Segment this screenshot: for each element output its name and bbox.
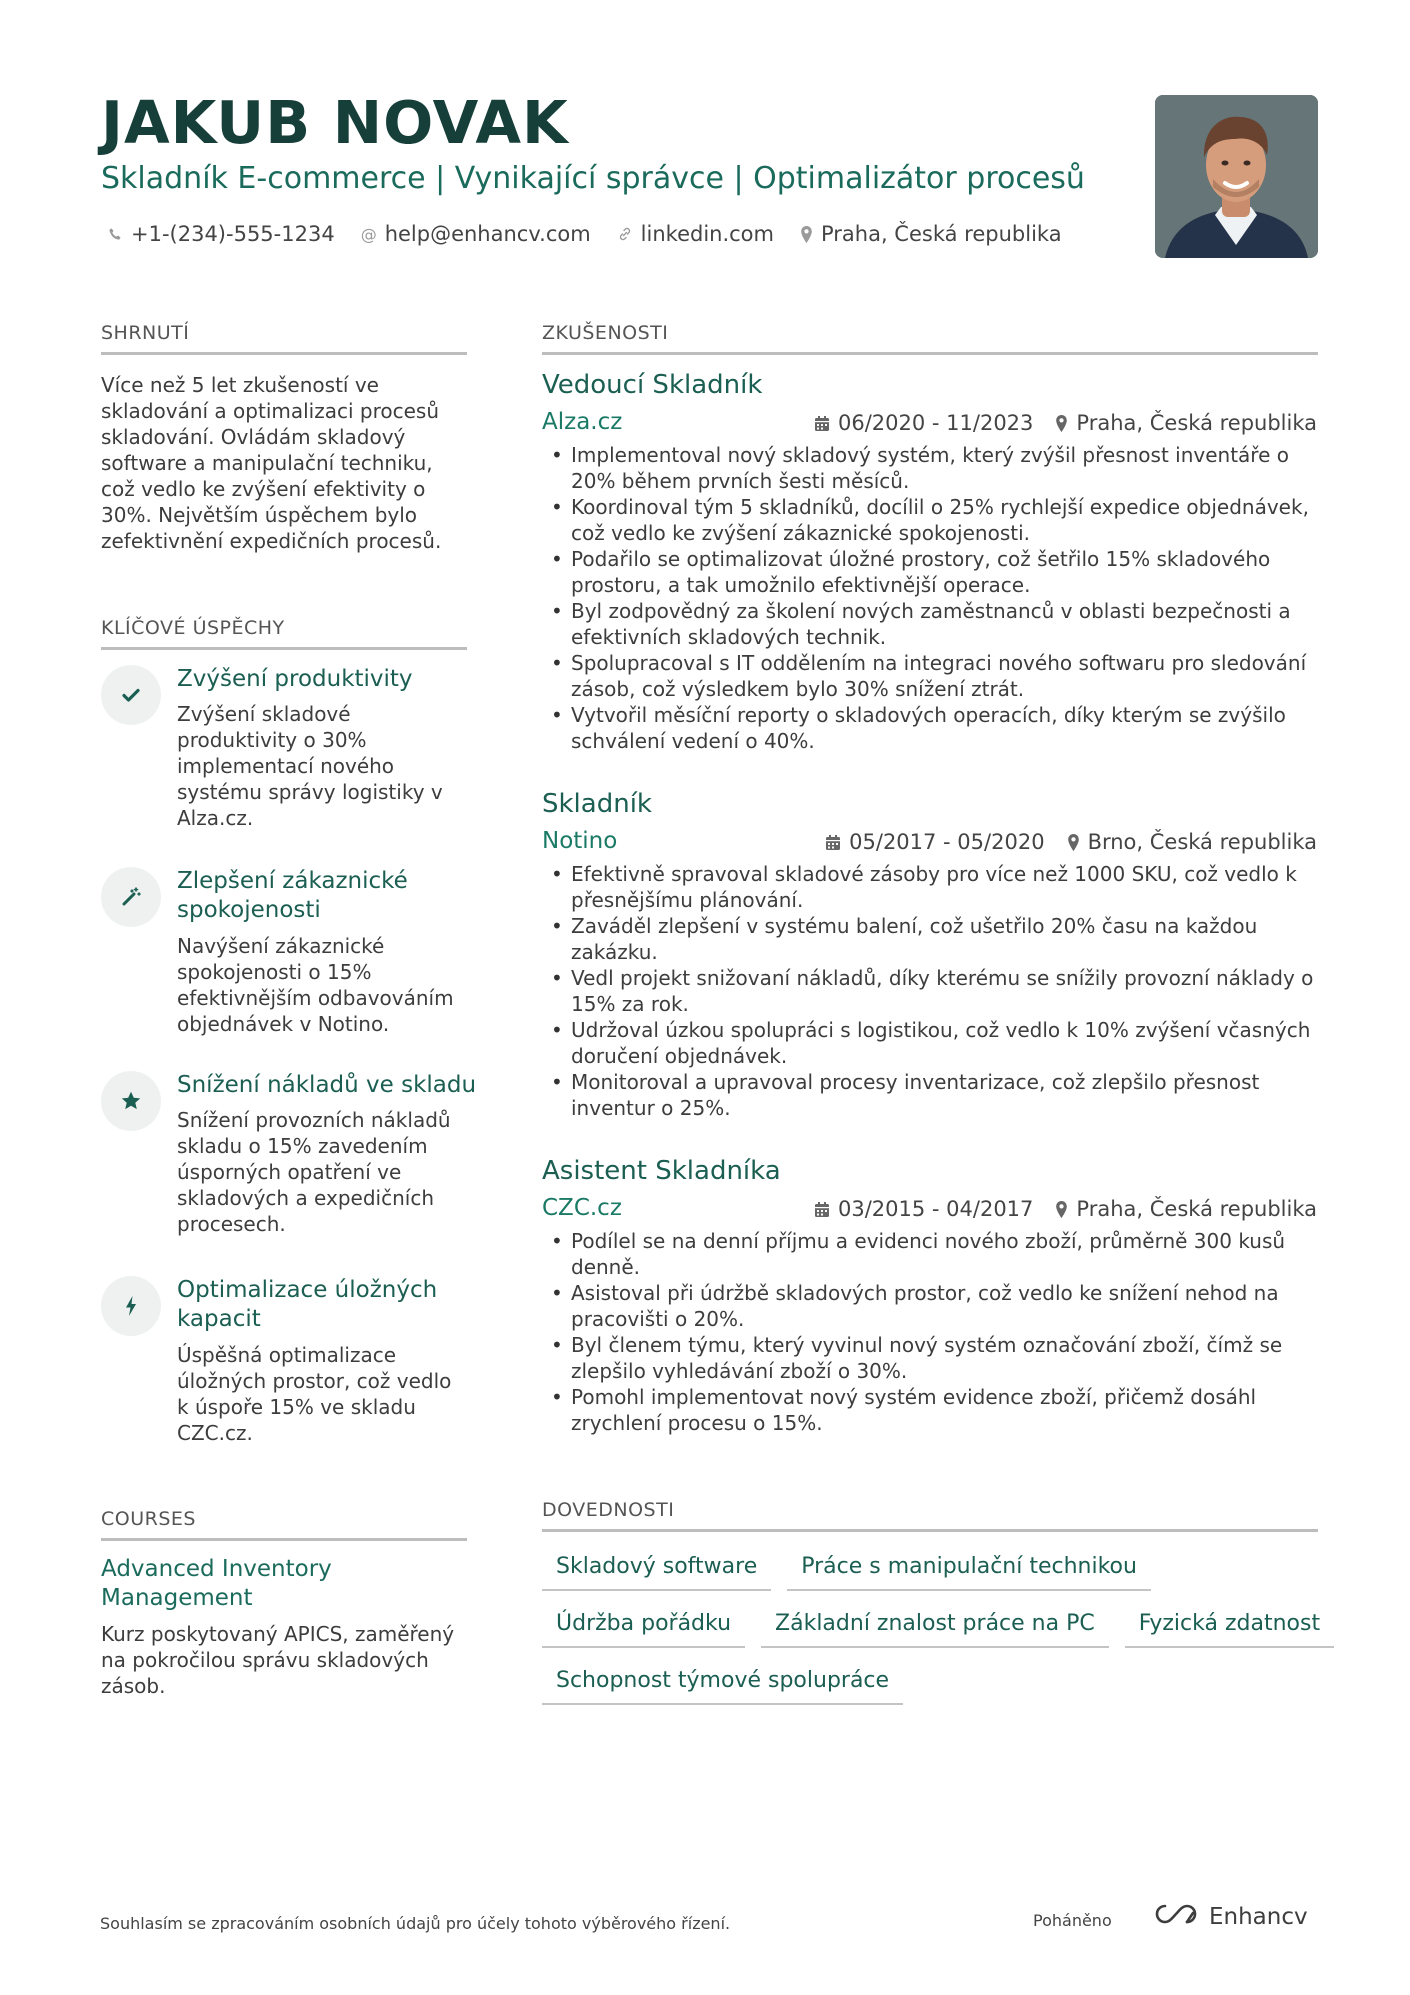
job-bullets [549, 442, 1319, 754]
job-location-text: Praha, Česká republika [1076, 411, 1317, 435]
job-dates [825, 830, 1044, 854]
list-item: • Monitoroval a upravoval procesy inventarizace, což zlepšilo přesnost inventur o 25%. [549, 1069, 1319, 1121]
powered-by-label: Poháněno [1033, 1911, 1112, 1930]
star-icon [101, 1071, 161, 1131]
consent-text: Souhlasím se zpracováním osobních údajů pro účely tohoto výběrového řízení. [100, 1914, 731, 1933]
job-location-text: Praha, Česká republika [1076, 1197, 1317, 1221]
contact-list [108, 222, 1062, 246]
job-company: Notino [542, 828, 618, 854]
list-item: • Efektivně spravoval skladové zásoby pro více než 1000 SKU, což vedlo k přesnějšímu plánování. [549, 861, 1319, 913]
skill-tag: Základní znalost práce na PC [761, 1605, 1109, 1648]
candidate-headline: Skladník E-commerce | Vynikající správce | Optimalizátor procesů [101, 161, 1085, 196]
list-item: • Podařilo se optimalizovat úložné prostory, což šetřilo 15% skladového prostoru, a tak umožnilo efektivnější operace. [549, 546, 1319, 598]
job-meta [825, 830, 1317, 854]
skills-list [542, 1548, 1322, 1719]
skill-tag: Údržba pořádku [542, 1605, 745, 1648]
contact-linkedin[interactable] [617, 222, 774, 246]
achievement-desc: Snížení provozních nákladů skladu o 15% zavedením úsporných opatření ve skladových a expedičních procesech. [177, 1108, 451, 1236]
location-icon [800, 226, 813, 243]
location-icon [1067, 834, 1080, 851]
job-location-text: Brno, Česká republika [1087, 830, 1317, 854]
skill-tag: Skladový software [542, 1548, 771, 1591]
job-meta [814, 1197, 1317, 1221]
check-icon [101, 665, 161, 725]
skill-tag: Práce s manipulační technikou [787, 1548, 1151, 1591]
achievement-desc: Zvýšení skladové produktivity o 30% implementací nového systému správy logistiky v Alza.cz. [177, 702, 443, 830]
skill-tag: Fyzická zdatnost [1125, 1605, 1334, 1648]
job-dates-text: 06/2020 - 11/2023 [838, 411, 1034, 435]
job-location [1055, 1197, 1317, 1221]
enhancv-logo[interactable] [1153, 1902, 1308, 1932]
list-item: • Asistoval při údržbě skladových prostor, což vedlo ke snížení nehod na pracovišti o 20%. [549, 1280, 1319, 1332]
list-item: • Udržoval úzkou spolupráci s logistikou, což vedlo k 10% zvýšení včasných doručení objednávek. [549, 1017, 1319, 1069]
enhancv-logo-icon [1153, 1902, 1199, 1932]
contact-phone[interactable] [108, 222, 335, 246]
list-item: • Vytvořil měsíční reporty o skladových operacích, díky kterým se zvýšilo schválení vedení o 40%. [549, 702, 1319, 754]
enhancv-logo-text: Enhancv [1209, 1904, 1308, 1930]
job-company: Alza.cz [542, 409, 623, 435]
job-bullets [549, 861, 1319, 1121]
job-dates [814, 1197, 1033, 1221]
achievement-title: Optimalizace úložných kapacit [177, 1277, 438, 1332]
course-desc: Kurz poskytovaný APICS, zaměřený na pokročilou správu skladových zásob. [101, 1622, 455, 1698]
list-item: • Implementoval nový skladový systém, který zvýšil přesnost inventáře o 20% během prvních šesti měsíců. [549, 442, 1319, 494]
skills-section-title: DOVEDNOSTI [542, 1499, 1318, 1532]
course-title: Advanced Inventory Management [101, 1556, 332, 1611]
achievement-desc: Úspěšná optimalizace úložných prostor, což vedlo k úspoře 15% ve skladu CZC.cz. [177, 1343, 452, 1445]
job-bullets [549, 1228, 1319, 1436]
calendar-icon [814, 1201, 830, 1218]
courses-section-title: COURSES [101, 1508, 467, 1541]
job-dates-text: 03/2015 - 04/2017 [838, 1197, 1034, 1221]
skills-row [542, 1605, 1322, 1648]
experience-section-title: ZKUŠENOSTI [542, 322, 1318, 355]
job-dates-text: 05/2017 - 05/2020 [849, 830, 1045, 854]
magic-wand-icon [101, 867, 161, 927]
list-item: • Spolupracoval s IT oddělením na integraci nového softwaru pro sledování zásob, což výsledkem bylo 30% snížení ztrát. [549, 650, 1319, 702]
skills-row [542, 1548, 1322, 1591]
location-icon [1055, 415, 1068, 432]
job-dates [814, 411, 1033, 435]
list-item: • Zaváděl zlepšení v systému balení, což ušetřilo 20% času na každou zakázku. [549, 913, 1319, 965]
contact-linkedin-text: linkedin.com [640, 222, 774, 246]
job-location [1055, 411, 1317, 435]
job-meta [814, 411, 1317, 435]
candidate-name: JAKUB NOVAK [101, 88, 569, 157]
list-item: • Vedl projekt snižovaní nákladů, díky kterému se snížily provozní náklady o 15% za rok. [549, 965, 1319, 1017]
job-role: Asistent Skladníka [542, 1156, 781, 1186]
list-item: • Byl zodpovědný za školení nových zaměstnanců v oblasti bezpečnosti a efektivních skladových technik. [549, 598, 1319, 650]
calendar-icon [814, 415, 830, 432]
job-role: Skladník [542, 789, 652, 819]
list-item: • Podílel se na denní příjmu a evidenci nového zboží, průměrně 300 kusů denně. [549, 1228, 1319, 1280]
profile-photo [1155, 95, 1318, 258]
calendar-icon [825, 834, 841, 851]
achievement-title: Zvýšení produktivity [177, 666, 413, 692]
job-role: Vedoucí Skladník [542, 370, 763, 400]
achievement-title: Snížení nákladů ve skladu [177, 1072, 477, 1098]
skills-row [542, 1662, 1322, 1705]
location-icon [1055, 1201, 1068, 1218]
list-item: • Koordinoval tým 5 skladníků, docílil o 25% rychlejší expedice objednávek, což vedlo ke zvýšení zákaznické spokojenosti. [549, 494, 1319, 546]
job-company: CZC.cz [542, 1195, 622, 1221]
contact-email[interactable] [361, 222, 591, 246]
contact-location [800, 222, 1062, 246]
summary-section-title: SHRNUTÍ [101, 322, 467, 355]
contact-email-text: help@enhancv.com [384, 222, 591, 246]
contact-phone-text: +1-(234)-555-1234 [131, 222, 335, 246]
job-location [1067, 830, 1317, 854]
contact-location-text: Praha, Česká republika [820, 222, 1062, 246]
skill-tag: Schopnost týmové spolupráce [542, 1662, 903, 1705]
lightning-icon [101, 1276, 161, 1336]
achievement-title: Zlepšení zákaznické spokojenosti [177, 868, 408, 923]
summary-text: Více než 5 let zkušeností ve skladování a optimalizaci procesů skladování. Ovládám skladový software a manipulační techniku, což vedlo ke zvýšení efektivity o 30%. Největším úspěchem bylo zefektivnění expedičních procesů. [101, 373, 442, 553]
phone-icon [108, 227, 123, 242]
achievement-desc: Navýšení zákaznické spokojenosti o 15% efektivnějším odbavováním objednávek v Notino. [177, 934, 454, 1036]
achievements-section-title: KLÍČOVÉ ÚSPĚCHY [101, 617, 467, 650]
list-item: • Byl členem týmu, který vyvinul nový systém označování zboží, čímž se zlepšilo vyhledávání zboží o 30%. [549, 1332, 1319, 1384]
link-icon [617, 226, 633, 242]
list-item: • Pomohl implementovat nový systém evidence zboží, přičemž dosáhl zrychlení procesu o 15%. [549, 1384, 1319, 1436]
at-icon: @ [360, 224, 377, 244]
